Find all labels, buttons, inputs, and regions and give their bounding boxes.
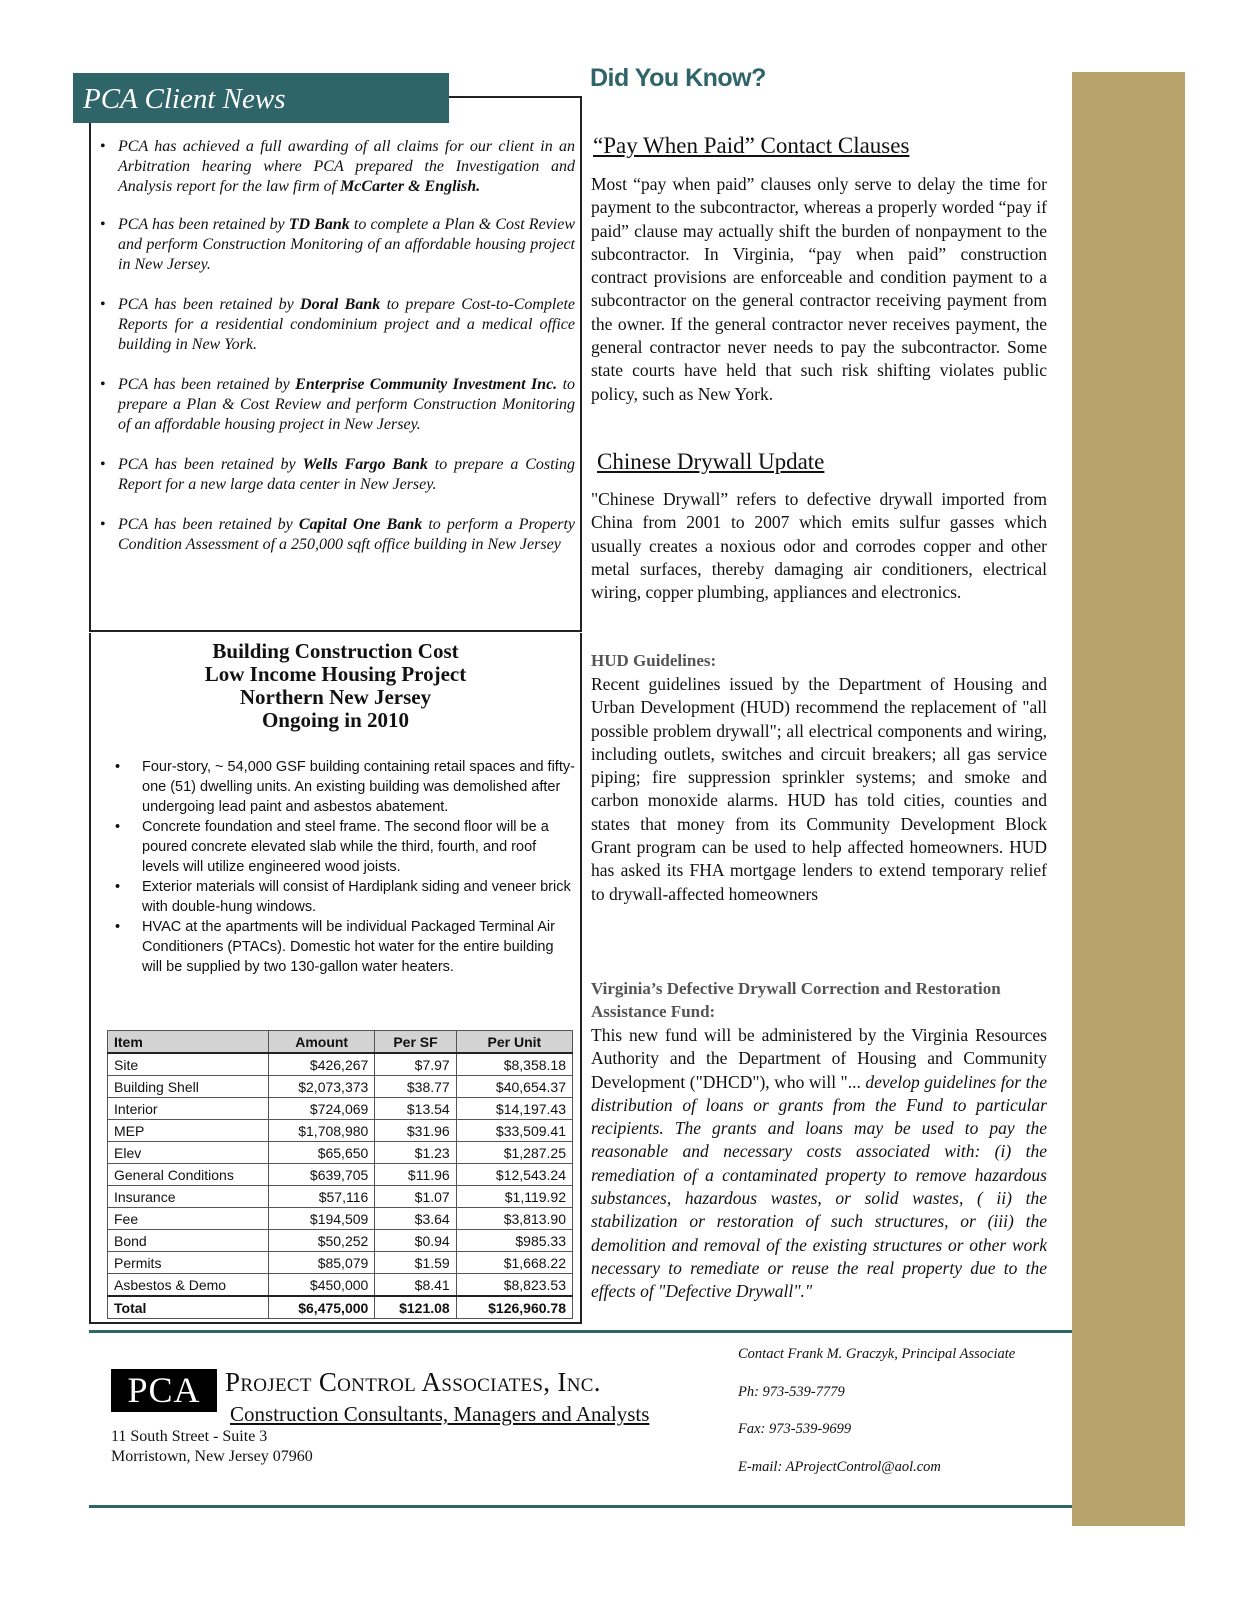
cell-value: $194,509	[269, 1208, 375, 1230]
sidebar-band	[1072, 72, 1185, 1526]
cell-value: $1,668.22	[456, 1252, 572, 1274]
hud-body: Recent guidelines issued by the Department of Housing and Urban Development (HUD) recommend the replacement of "all possible problem drywall"; all electrical components and wiring, including outlets, switches and circuit breakers; all gas service piping; fire suppression sprinkler systems; and smoke and carbon monoxide alarms. HUD has told cities, counties and states that money from its Community Development Block Grant program can be used to help affected homeowners. HUD has asked its FHA mortgage lenders to extend temporary relief to drywall-affected homeowners	[591, 674, 1047, 904]
table-row	[108, 1098, 573, 1120]
col-header: Per Unit	[456, 1031, 572, 1054]
table-row	[108, 1120, 573, 1142]
cell-value: $8,823.53	[456, 1274, 572, 1297]
col-header: Amount	[269, 1031, 375, 1054]
cost-bullets	[115, 757, 575, 977]
contact-name: Contact Frank M. Graczyk, Principal Associate	[738, 1346, 1016, 1362]
table-row	[108, 1186, 573, 1208]
virginia-fund-body: This new fund will be administered by the Virginia Resources Authority and the Department of Housing and Community Development ("DHCD"), who will "... develop guidelines for the distribution of loans or grants from the Fund to particular recipients. The grants and loans may be used to pay the reasonable and necessary costs associated with: (i) the remediation of a contaminated property to remove hazardous substances, hazardous wastes, or solid wastes, ( ii) the stabilization or restoration of such structures, or (iii) the demolition and removal of the existing structures or other work necessary to remediate or reuse the real property due to the effects of "Defective Drywall"."	[591, 1025, 1048, 1302]
pay-when-paid-heading: “Pay When Paid” Contact Clauses	[593, 133, 910, 158]
cost-bullet: • Concrete foundation and steel frame. The second floor will be a poured concrete elevated slab while the third, fourth, and roof levels will utilize engineered wood joists.	[115, 817, 575, 877]
cell-value: $1,287.25	[456, 1142, 572, 1164]
table-row	[108, 1142, 573, 1164]
cell-value: $11.96	[375, 1164, 456, 1186]
cell-item: Elev	[108, 1142, 269, 1164]
cell-item: Building Shell	[108, 1076, 269, 1098]
cell-item: Site	[108, 1053, 269, 1076]
pca-logo: PCA	[111, 1369, 217, 1412]
cell-value: $31.96	[375, 1120, 456, 1142]
cell-value: $12,543.24	[456, 1164, 572, 1186]
cell-value: $1.07	[375, 1186, 456, 1208]
client-news-title: PCA Client News	[73, 73, 449, 123]
cell-value: $8.41	[375, 1274, 456, 1297]
cell-value: $7.97	[375, 1053, 456, 1076]
news-item: • PCA has been retained by Wells Fargo Bank to prepare a Costing Report for a new large data center in New Jersey.	[97, 455, 575, 495]
cost-title-line: Building Construction Cost	[212, 639, 459, 663]
cell-item: Permits	[108, 1252, 269, 1274]
cell-value: $85,079	[269, 1252, 375, 1274]
cell-value: $3,813.90	[456, 1208, 572, 1230]
cell-value: $450,000	[269, 1274, 375, 1297]
cell-value: $13.54	[375, 1098, 456, 1120]
did-you-know-heading: Did You Know?	[590, 64, 766, 92]
table-row	[108, 1252, 573, 1274]
cost-table	[107, 1030, 573, 1319]
cost-title	[89, 640, 582, 732]
news-item: • PCA has been retained by Enterprise Community Investment Inc. to prepare a Plan & Cost Review and perform Construction Monitoring of an affordable housing project in New Jersey.	[97, 375, 575, 435]
cell-value: $6,475,000	[269, 1296, 375, 1319]
col-header: Item	[108, 1031, 269, 1054]
news-item: • PCA has achieved a full awarding of all claims for our client in an Arbitration hearing where PCA prepared the Investigation and Analysis report for the law firm of McCarter & English.	[97, 137, 575, 197]
table-row	[108, 1164, 573, 1186]
pay-when-paid-body: Most “pay when paid” clauses only serve to delay the time for payment to the subcontractor, whereas a properly worded “pay if paid” clause may actually shift the burden of nonpayment to the subcontractor. In Virginia, “pay when paid” construction contract provisions are enforceable and condition payment to a subcontractor on the general contractor receiving payment from the owner. If the general contractor never receives payment, the general contractor never needs to pay the subcontractor. Some state courts have held that such risk shifting violates public policy, such as New York.	[591, 174, 1047, 404]
table-row	[108, 1208, 573, 1230]
cell-item: Asbestos & Demo	[108, 1274, 269, 1297]
cell-value: $50,252	[269, 1230, 375, 1252]
cell-value: $38.77	[375, 1076, 456, 1098]
table-row	[108, 1076, 573, 1098]
drywall-body: "Chinese Drywall” refers to defective drywall imported from China from 2001 to 2007 which emits sulfur gasses which usually creates a noxious odor and corrodes copper and other metal surfaces, thereby damaging air conditioners, electrical wiring, copper plumbing, appliances and electronics.	[591, 489, 1047, 603]
cell-item: Interior	[108, 1098, 269, 1120]
table-row	[108, 1230, 573, 1252]
table-total-row	[108, 1296, 573, 1319]
table-row	[108, 1053, 573, 1076]
firm-name: Project Control Associates, Inc.	[225, 1367, 601, 1397]
contact-phone: Ph: 973-539-7779	[738, 1384, 845, 1400]
cell-value: $426,267	[269, 1053, 375, 1076]
news-item: • PCA has been retained by TD Bank to complete a Plan & Cost Review and perform Construction Monitoring of an affordable housing project in New Jersey.	[97, 215, 575, 275]
cell-item: Bond	[108, 1230, 269, 1252]
cell-value: $1,119.92	[456, 1186, 572, 1208]
virginia-fund-heading: Virginia’s Defective Drywall Correction and Restoration Assistance Fund:	[591, 979, 1001, 1021]
address-line-1: 11 South Street - Suite 3	[111, 1428, 268, 1445]
cell-value: $639,705	[269, 1164, 375, 1186]
cell-value: $1.23	[375, 1142, 456, 1164]
news-item: • PCA has been retained by Doral Bank to prepare Cost-to-Complete Reports for a residential condominium project and a medical office building in New York.	[97, 295, 575, 355]
cell-value: $3.64	[375, 1208, 456, 1230]
table-header-row	[108, 1031, 573, 1054]
cell-value: $57,116	[269, 1186, 375, 1208]
cost-title-line: Ongoing in 2010	[261, 708, 410, 732]
drywall-heading: Chinese Drywall Update	[597, 449, 825, 474]
cell-value: $985.33	[456, 1230, 572, 1252]
contact-email[interactable]: E-mail: AProjectControl@aol.com	[738, 1459, 941, 1475]
contact-fax: Fax: 973-539-9699	[738, 1421, 852, 1437]
col-header: Per SF	[375, 1031, 456, 1054]
cost-title-line: Low Income Housing Project	[204, 662, 467, 686]
cell-value: $1,708,980	[269, 1120, 375, 1142]
cell-value: $14,197.43	[456, 1098, 572, 1120]
client-news-list	[97, 137, 575, 575]
cell-item: MEP	[108, 1120, 269, 1142]
footer-rule-bottom	[89, 1505, 1072, 1508]
cell-value: $121.08	[375, 1296, 456, 1319]
table-row	[108, 1274, 573, 1297]
cell-item: Total	[108, 1296, 269, 1319]
cost-bullet: • Exterior materials will consist of Hardiplank siding and veneer brick with double-hung windows.	[115, 877, 575, 917]
cell-value: $0.94	[375, 1230, 456, 1252]
cell-value: $8,358.18	[456, 1053, 572, 1076]
address-line-2: Morristown, New Jersey 07960	[111, 1448, 313, 1465]
hud-heading: HUD Guidelines:	[591, 651, 717, 670]
cell-value: $2,073,373	[269, 1076, 375, 1098]
cost-bullet: • Four-story, ~ 54,000 GSF building containing retail spaces and fifty-one (51) dwelling units. An existing building was demolished after undergoing lead paint and asbestos abatement.	[115, 757, 575, 817]
cost-bullet: • HVAC at the apartments will be individual Packaged Terminal Air Conditioners (PTACs). Domestic hot water for the entire building will be supplied by two 130-gallon water heaters.	[115, 917, 575, 977]
cell-value: $40,654.37	[456, 1076, 572, 1098]
cell-value: $126,960.78	[456, 1296, 572, 1319]
cell-item: Fee	[108, 1208, 269, 1230]
footer-rule-top	[89, 1330, 1072, 1333]
cell-item: General Conditions	[108, 1164, 269, 1186]
cell-value: $33,509.41	[456, 1120, 572, 1142]
firm-tagline: Construction Consultants, Managers and Analysts	[230, 1402, 650, 1426]
news-item: • PCA has been retained by Capital One Bank to perform a Property Condition Assessment of a 250,000 sqft office building in New Jersey	[97, 515, 575, 555]
cell-value: $65,650	[269, 1142, 375, 1164]
cell-value: $724,069	[269, 1098, 375, 1120]
cell-value: $1.59	[375, 1252, 456, 1274]
cost-title-line: Northern New Jersey	[239, 685, 432, 709]
cell-item: Insurance	[108, 1186, 269, 1208]
